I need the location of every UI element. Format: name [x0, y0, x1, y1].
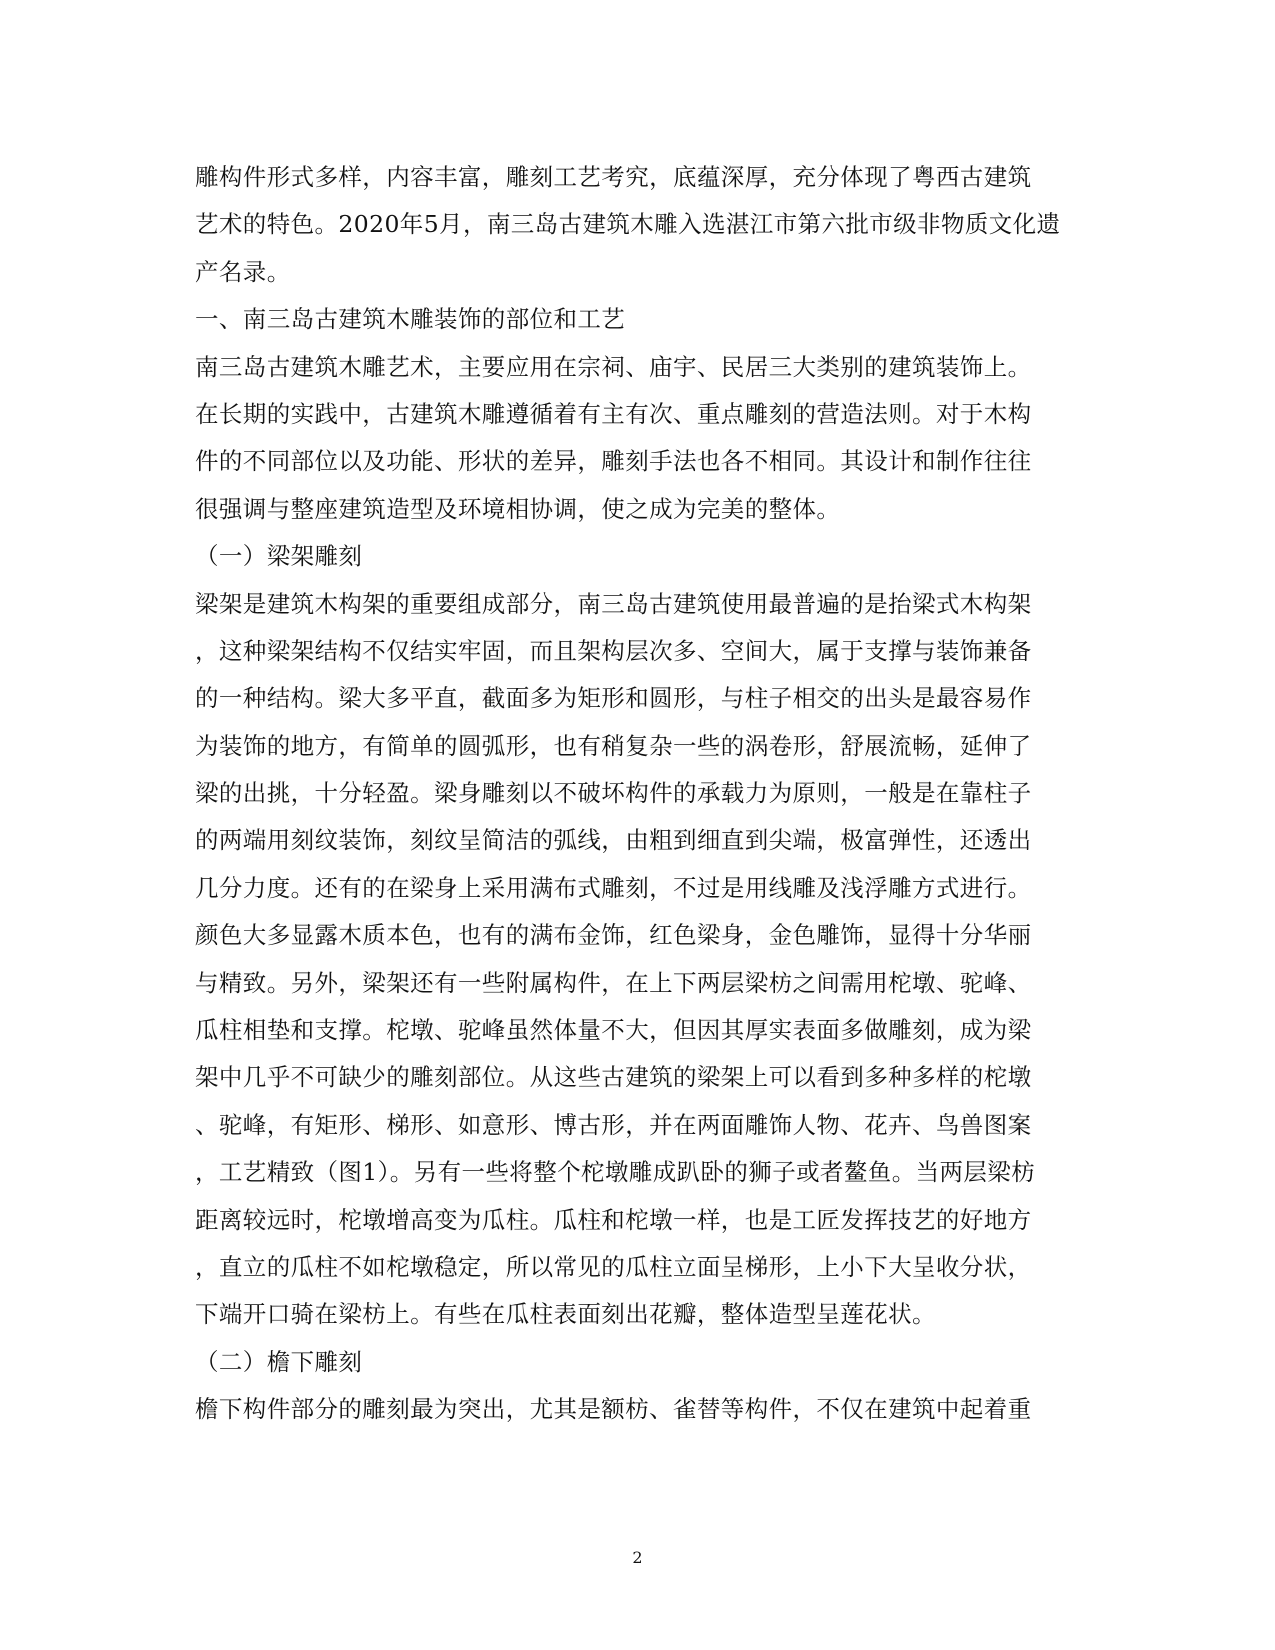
text-line: 梁的出挑，十分轻盈。梁身雕刻以不破坏构件的承载力为原则，一般是在靠柱子: [195, 779, 1032, 808]
text-line: 南三岛古建筑木雕艺术，主要应用在宗祠、庙宇、民居三大类别的建筑装饰上。: [195, 352, 1032, 381]
body-text: [195, 154, 1095, 1434]
subsection-heading: （一）梁架雕刻: [195, 542, 363, 571]
text-line: 产名录。: [195, 257, 291, 286]
text-line: 架中几乎不可缺少的雕刻部位。从这些古建筑的梁架上可以看到多种多样的柁墩: [195, 1063, 1032, 1092]
text-line: 几分力度。还有的在梁身上采用满布式雕刻，不过是用线雕及浅浮雕方式进行。: [195, 873, 1032, 902]
text-line: 檐下构件部分的雕刻最为突出，尤其是额枋、雀替等构件，不仅在建筑中起着重: [195, 1395, 1032, 1424]
text-line: ，这种梁架结构不仅结实牢固，而且架构层次多、空间大，属于支撑与装饰兼备: [195, 636, 1032, 665]
text-line: ，工艺精致（图1）。另有一些将整个柁墩雕成趴卧的狮子或者鳌鱼。当两层梁枋: [195, 1158, 1036, 1187]
text-line: ，直立的瓜柱不如柁墩稳定，所以常见的瓜柱立面呈梯形，上小下大呈收分状，: [195, 1252, 1032, 1281]
text-line: 为装饰的地方，有简单的圆弧形，也有稍复杂一些的涡卷形，舒展流畅，延伸了: [195, 731, 1032, 760]
text-line: 距离较远时，柁墩增高变为瓜柱。瓜柱和柁墩一样，也是工匠发挥技艺的好地方: [195, 1205, 1032, 1234]
section-heading: 一、南三岛古建筑木雕装饰的部位和工艺: [195, 305, 626, 334]
text-line: 的一种结构。梁大多平直，截面多为矩形和圆形，与柱子相交的出头是最容易作: [195, 684, 1032, 713]
text-line: 、驼峰，有矩形、梯形、如意形、博古形，并在两面雕饰人物、花卉、鸟兽图案: [195, 1110, 1032, 1139]
text-line: 很强调与整座建筑造型及环境相协调，使之成为完美的整体。: [195, 494, 841, 523]
text-line: 与精致。另外，梁架还有一些附属构件，在上下两层梁枋之间需用柁墩、驼峰、: [195, 968, 1032, 997]
text-line: 瓜柱相垫和支撑。柁墩、驼峰虽然体量不大，但因其厚实表面多做雕刻，成为梁: [195, 1016, 1032, 1045]
text-line: 件的不同部位以及功能、形状的差异，雕刻手法也各不相同。其设计和制作往往: [195, 447, 1032, 476]
page-number: 2: [632, 1548, 643, 1567]
text-line: 在长期的实践中，古建筑木雕遵循着有主有次、重点雕刻的营造法则。对于木构: [195, 399, 1032, 428]
text-line: 的两端用刻纹装饰，刻纹呈简洁的弧线，由粗到细直到尖端，极富弹性，还透出: [195, 826, 1032, 855]
text-line: 梁架是建筑木构架的重要组成部分，南三岛古建筑使用最普遍的是抬梁式木构架: [195, 589, 1032, 618]
text-line: 下端开口骑在梁枋上。有些在瓜柱表面刻出花瓣，整体造型呈莲花状。: [195, 1300, 936, 1329]
text-line: 颜色大多显露木质本色，也有的满布金饰，红色梁身，金色雕饰，显得十分华丽: [195, 921, 1032, 950]
text-line: 艺术的特色。2020年5月，南三岛古建筑木雕入选湛江市第六批市级非物质文化遗: [195, 210, 1061, 239]
subsection-heading: （二）檐下雕刻: [195, 1347, 363, 1376]
text-line: 雕构件形式多样，内容丰富，雕刻工艺考究，底蕴深厚，充分体现了粤西古建筑: [195, 163, 1032, 191]
